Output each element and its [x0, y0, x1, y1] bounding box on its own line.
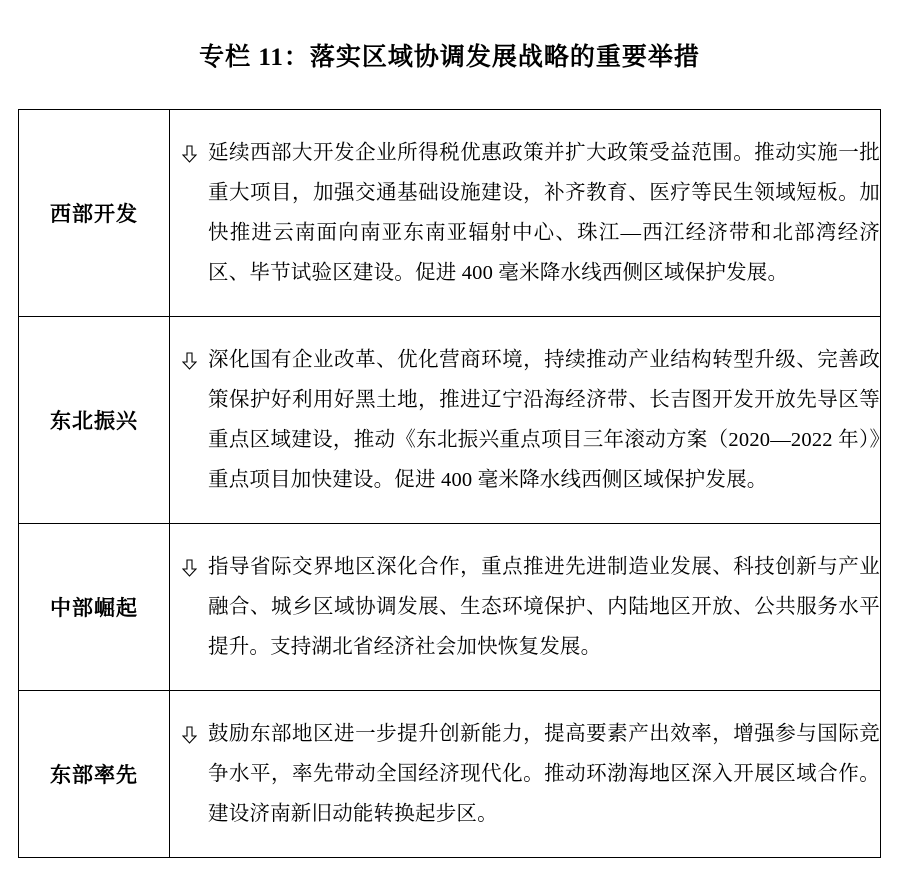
- hollow-arrow-down-icon: [170, 133, 208, 173]
- hollow-arrow-down-icon: [170, 340, 208, 380]
- row-text: 延续西部大开发企业所得税优惠政策并扩大政策受益范围。推动实施一批重大项目，加强交通基础设施建设，补齐教育、医疗等民生领域短板。加快推进云南面向南亚东南亚辐射中心、珠江—西江经济带和北部湾经济区、毕节试验区建设。促进 400 毫米降水线西侧区域保护发展。: [208, 142, 880, 284]
- row-label-eastern-leadership: 东部率先: [19, 691, 170, 858]
- row-content-eastern-leadership: [170, 691, 881, 858]
- row-label-central-rise: 中部崛起: [19, 524, 170, 691]
- row-content-western-development: [170, 110, 881, 317]
- table-row: [19, 317, 881, 524]
- row-content-northeast-revitalization: [170, 317, 881, 524]
- hollow-arrow-down-icon: [170, 714, 208, 754]
- row-content-central-rise: [170, 524, 881, 691]
- row-label-western-development: 西部开发: [19, 110, 170, 317]
- measures-table: [18, 109, 881, 858]
- table-row: [19, 524, 881, 691]
- table-row: [19, 691, 881, 858]
- hollow-arrow-down-icon: [170, 547, 208, 587]
- row-label-northeast-revitalization: 东北振兴: [19, 317, 170, 524]
- row-text: 深化国有企业改革、优化营商环境，持续推动产业结构转型升级、完善政策保护好利用好黑土地，推进辽宁沿海经济带、长吉图开发开放先导区等重点区域建设，推动《东北振兴重点项目三年滚动方案（2020—2022 年）》重点项目加快建设。促进 400 毫米降水线西侧区域保护发展。: [208, 349, 880, 491]
- table-row: [19, 110, 881, 317]
- row-text: 指导省际交界地区深化合作，重点推进先进制造业发展、科技创新与产业融合、城乡区域协调发展、生态环境保护、内陆地区开放、公共服务水平提升。支持湖北省经济社会加快恢复发展。: [208, 556, 880, 658]
- box-table-container: [18, 109, 881, 858]
- row-text: 鼓励东部地区进一步提升创新能力，提高要素产出效率，增强参与国际竞争水平，率先带动全国经济现代化。推动环渤海地区深入开展区域合作。建设济南新旧动能转换起步区。: [208, 723, 880, 825]
- page-title: 专栏 11：落实区域协调发展战略的重要举措: [199, 44, 700, 71]
